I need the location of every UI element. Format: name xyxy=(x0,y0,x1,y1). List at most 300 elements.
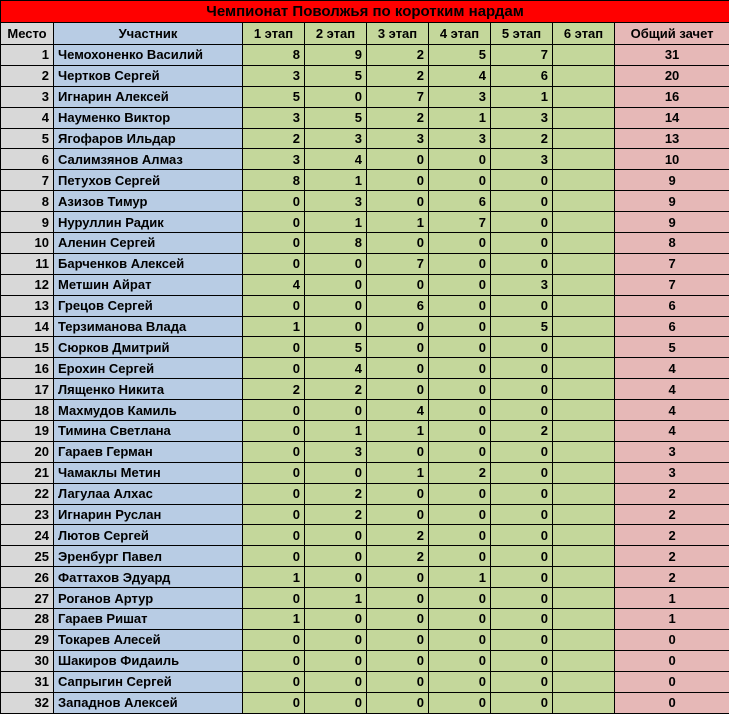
cell-stage-3: 1 xyxy=(367,212,429,233)
cell-participant: Гараев Ришат xyxy=(54,609,243,630)
cell-stage-4: 0 xyxy=(429,629,491,650)
cell-stage-4: 0 xyxy=(429,274,491,295)
cell-total: 5 xyxy=(615,337,729,358)
cell-stage-2: 0 xyxy=(305,86,367,107)
cell-stage-2: 9 xyxy=(305,45,367,66)
cell-stage-2: 8 xyxy=(305,233,367,254)
table-row xyxy=(1,337,729,358)
cell-stage-5: 0 xyxy=(491,546,553,567)
cell-stage-6 xyxy=(553,441,615,462)
table-row xyxy=(1,45,729,66)
cell-participant: Чертков Сергей xyxy=(54,65,243,86)
cell-stage-4: 0 xyxy=(429,400,491,421)
table-row xyxy=(1,316,729,337)
cell-place: 9 xyxy=(1,212,54,233)
cell-place: 29 xyxy=(1,629,54,650)
cell-participant: Лютов Сергей xyxy=(54,525,243,546)
cell-stage-1: 0 xyxy=(243,546,305,567)
cell-stage-5: 0 xyxy=(491,525,553,546)
table-row xyxy=(1,212,729,233)
cell-stage-2: 4 xyxy=(305,149,367,170)
header-stage-4: 4 этап xyxy=(429,23,491,45)
cell-stage-3: 0 xyxy=(367,650,429,671)
table-title: Чемпионат Поволжья по коротким нардам xyxy=(1,1,729,23)
cell-stage-6 xyxy=(553,525,615,546)
cell-stage-2: 2 xyxy=(305,504,367,525)
cell-participant: Метшин Айрат xyxy=(54,274,243,295)
cell-place: 10 xyxy=(1,233,54,254)
cell-stage-5: 3 xyxy=(491,107,553,128)
cell-stage-6 xyxy=(553,212,615,233)
cell-stage-5: 0 xyxy=(491,650,553,671)
cell-stage-4: 5 xyxy=(429,45,491,66)
cell-stage-5: 3 xyxy=(491,274,553,295)
cell-stage-2: 0 xyxy=(305,400,367,421)
cell-total: 16 xyxy=(615,86,729,107)
cell-place: 4 xyxy=(1,107,54,128)
header-stage-5: 5 этап xyxy=(491,23,553,45)
cell-stage-1: 0 xyxy=(243,400,305,421)
cell-stage-6 xyxy=(553,609,615,630)
table-row xyxy=(1,295,729,316)
table-row xyxy=(1,253,729,274)
cell-stage-5: 5 xyxy=(491,316,553,337)
cell-total: 6 xyxy=(615,316,729,337)
table-row xyxy=(1,629,729,650)
cell-stage-1: 8 xyxy=(243,45,305,66)
cell-stage-2: 0 xyxy=(305,671,367,692)
table-row xyxy=(1,128,729,149)
cell-stage-4: 0 xyxy=(429,546,491,567)
cell-total: 4 xyxy=(615,421,729,442)
cell-participant: Токарев Алесей xyxy=(54,629,243,650)
cell-stage-3: 0 xyxy=(367,692,429,713)
cell-total: 0 xyxy=(615,692,729,713)
cell-stage-3: 2 xyxy=(367,107,429,128)
cell-stage-4: 0 xyxy=(429,379,491,400)
cell-stage-2: 0 xyxy=(305,609,367,630)
cell-stage-1: 0 xyxy=(243,441,305,462)
cell-stage-1: 0 xyxy=(243,421,305,442)
cell-stage-1: 0 xyxy=(243,504,305,525)
cell-stage-3: 0 xyxy=(367,191,429,212)
cell-place: 12 xyxy=(1,274,54,295)
cell-stage-1: 0 xyxy=(243,483,305,504)
cell-participant: Лященко Никита xyxy=(54,379,243,400)
cell-stage-4: 7 xyxy=(429,212,491,233)
cell-stage-4: 0 xyxy=(429,337,491,358)
cell-stage-1: 3 xyxy=(243,65,305,86)
cell-stage-1: 3 xyxy=(243,149,305,170)
cell-stage-4: 0 xyxy=(429,233,491,254)
cell-participant: Азизов Тимур xyxy=(54,191,243,212)
cell-stage-1: 0 xyxy=(243,525,305,546)
cell-stage-2: 0 xyxy=(305,525,367,546)
cell-stage-2: 1 xyxy=(305,588,367,609)
header-stage-2: 2 этап xyxy=(305,23,367,45)
cell-stage-3: 7 xyxy=(367,86,429,107)
cell-stage-4: 1 xyxy=(429,107,491,128)
cell-stage-5: 0 xyxy=(491,588,553,609)
cell-total: 4 xyxy=(615,358,729,379)
cell-stage-6 xyxy=(553,379,615,400)
cell-stage-6 xyxy=(553,400,615,421)
cell-stage-3: 2 xyxy=(367,65,429,86)
cell-total: 0 xyxy=(615,629,729,650)
cell-stage-4: 0 xyxy=(429,316,491,337)
cell-participant: Чемохоненко Василий xyxy=(54,45,243,66)
cell-stage-1: 2 xyxy=(243,379,305,400)
cell-place: 16 xyxy=(1,358,54,379)
title-row xyxy=(1,1,729,23)
cell-stage-6 xyxy=(553,45,615,66)
cell-participant: Нуруллин Радик xyxy=(54,212,243,233)
cell-stage-1: 0 xyxy=(243,650,305,671)
header-stage-1: 1 этап xyxy=(243,23,305,45)
cell-stage-5: 3 xyxy=(491,149,553,170)
cell-total: 31 xyxy=(615,45,729,66)
cell-stage-5: 2 xyxy=(491,128,553,149)
cell-total: 2 xyxy=(615,504,729,525)
cell-stage-3: 2 xyxy=(367,525,429,546)
cell-stage-4: 0 xyxy=(429,295,491,316)
cell-stage-3: 0 xyxy=(367,567,429,588)
cell-participant: Шакиров Фидаиль xyxy=(54,650,243,671)
cell-place: 22 xyxy=(1,483,54,504)
cell-stage-6 xyxy=(553,86,615,107)
cell-stage-6 xyxy=(553,629,615,650)
cell-place: 26 xyxy=(1,567,54,588)
cell-stage-6 xyxy=(553,504,615,525)
cell-stage-6 xyxy=(553,170,615,191)
cell-stage-6 xyxy=(553,107,615,128)
cell-total: 4 xyxy=(615,400,729,421)
cell-stage-4: 0 xyxy=(429,588,491,609)
cell-stage-2: 3 xyxy=(305,191,367,212)
cell-stage-2: 0 xyxy=(305,295,367,316)
cell-stage-2: 5 xyxy=(305,107,367,128)
cell-stage-3: 0 xyxy=(367,337,429,358)
cell-stage-4: 3 xyxy=(429,86,491,107)
cell-stage-1: 2 xyxy=(243,128,305,149)
cell-stage-2: 0 xyxy=(305,692,367,713)
cell-stage-5: 0 xyxy=(491,629,553,650)
table-row xyxy=(1,483,729,504)
cell-stage-3: 0 xyxy=(367,504,429,525)
cell-participant: Ягофаров Ильдар xyxy=(54,128,243,149)
cell-stage-3: 0 xyxy=(367,170,429,191)
cell-place: 8 xyxy=(1,191,54,212)
cell-place: 15 xyxy=(1,337,54,358)
cell-stage-3: 6 xyxy=(367,295,429,316)
cell-stage-5: 0 xyxy=(491,567,553,588)
cell-place: 1 xyxy=(1,45,54,66)
cell-total: 0 xyxy=(615,650,729,671)
cell-place: 31 xyxy=(1,671,54,692)
cell-stage-4: 6 xyxy=(429,191,491,212)
cell-place: 7 xyxy=(1,170,54,191)
cell-stage-6 xyxy=(553,462,615,483)
cell-stage-1: 0 xyxy=(243,337,305,358)
cell-stage-6 xyxy=(553,421,615,442)
cell-stage-3: 0 xyxy=(367,274,429,295)
cell-stage-3: 0 xyxy=(367,441,429,462)
cell-stage-5: 2 xyxy=(491,421,553,442)
cell-stage-1: 0 xyxy=(243,212,305,233)
cell-stage-2: 1 xyxy=(305,421,367,442)
cell-stage-1: 4 xyxy=(243,274,305,295)
table-row xyxy=(1,525,729,546)
cell-stage-6 xyxy=(553,274,615,295)
cell-total: 1 xyxy=(615,588,729,609)
cell-stage-4: 0 xyxy=(429,441,491,462)
cell-stage-2: 0 xyxy=(305,650,367,671)
cell-stage-4: 0 xyxy=(429,650,491,671)
cell-stage-4: 4 xyxy=(429,65,491,86)
cell-place: 6 xyxy=(1,149,54,170)
cell-stage-2: 1 xyxy=(305,170,367,191)
cell-stage-5: 0 xyxy=(491,462,553,483)
cell-stage-2: 2 xyxy=(305,379,367,400)
cell-stage-5: 6 xyxy=(491,65,553,86)
cell-stage-3: 0 xyxy=(367,671,429,692)
cell-stage-2: 0 xyxy=(305,546,367,567)
table-row xyxy=(1,400,729,421)
cell-stage-6 xyxy=(553,316,615,337)
cell-stage-2: 0 xyxy=(305,274,367,295)
table-row xyxy=(1,191,729,212)
cell-participant: Роганов Артур xyxy=(54,588,243,609)
cell-participant: Сюрков Дмитрий xyxy=(54,337,243,358)
cell-place: 18 xyxy=(1,400,54,421)
cell-stage-3: 0 xyxy=(367,316,429,337)
cell-stage-2: 4 xyxy=(305,358,367,379)
cell-participant: Барченков Алексей xyxy=(54,253,243,274)
table-row xyxy=(1,567,729,588)
table-row xyxy=(1,86,729,107)
cell-total: 9 xyxy=(615,170,729,191)
cell-stage-4: 0 xyxy=(429,692,491,713)
cell-participant: Салимзянов Алмаз xyxy=(54,149,243,170)
cell-total: 2 xyxy=(615,483,729,504)
cell-stage-5: 0 xyxy=(491,609,553,630)
cell-total: 13 xyxy=(615,128,729,149)
cell-stage-4: 1 xyxy=(429,567,491,588)
cell-stage-2: 5 xyxy=(305,65,367,86)
cell-place: 14 xyxy=(1,316,54,337)
cell-stage-5: 0 xyxy=(491,441,553,462)
cell-stage-6 xyxy=(553,65,615,86)
cell-stage-6 xyxy=(553,233,615,254)
header-participant: Участник xyxy=(54,23,243,45)
cell-total: 10 xyxy=(615,149,729,170)
cell-participant: Фаттахов Эдуард xyxy=(54,567,243,588)
header-place: Место xyxy=(1,23,54,45)
cell-stage-1: 0 xyxy=(243,692,305,713)
cell-stage-6 xyxy=(553,692,615,713)
cell-participant: Игнарин Руслан xyxy=(54,504,243,525)
cell-stage-3: 0 xyxy=(367,588,429,609)
cell-stage-3: 4 xyxy=(367,400,429,421)
cell-total: 3 xyxy=(615,441,729,462)
cell-stage-6 xyxy=(553,588,615,609)
cell-total: 14 xyxy=(615,107,729,128)
cell-stage-3: 0 xyxy=(367,483,429,504)
cell-stage-5: 0 xyxy=(491,504,553,525)
cell-stage-3: 7 xyxy=(367,253,429,274)
cell-stage-5: 0 xyxy=(491,400,553,421)
table-row xyxy=(1,421,729,442)
cell-stage-4: 0 xyxy=(429,253,491,274)
cell-stage-6 xyxy=(553,546,615,567)
cell-stage-6 xyxy=(553,295,615,316)
cell-stage-4: 0 xyxy=(429,483,491,504)
header-total: Общий зачет xyxy=(615,23,729,45)
cell-stage-2: 3 xyxy=(305,128,367,149)
cell-stage-3: 0 xyxy=(367,609,429,630)
cell-stage-3: 0 xyxy=(367,358,429,379)
table-row xyxy=(1,358,729,379)
cell-participant: Терзиманова Влада xyxy=(54,316,243,337)
cell-stage-6 xyxy=(553,149,615,170)
cell-stage-3: 2 xyxy=(367,45,429,66)
cell-stage-1: 0 xyxy=(243,191,305,212)
cell-stage-6 xyxy=(553,128,615,149)
table-row xyxy=(1,233,729,254)
cell-stage-2: 3 xyxy=(305,441,367,462)
cell-stage-1: 0 xyxy=(243,295,305,316)
table-row xyxy=(1,379,729,400)
cell-place: 23 xyxy=(1,504,54,525)
table-row xyxy=(1,609,729,630)
cell-place: 20 xyxy=(1,441,54,462)
cell-stage-1: 1 xyxy=(243,316,305,337)
cell-stage-1: 0 xyxy=(243,588,305,609)
cell-stage-6 xyxy=(553,358,615,379)
header-stage-6: 6 этап xyxy=(553,23,615,45)
cell-stage-5: 7 xyxy=(491,45,553,66)
cell-place: 17 xyxy=(1,379,54,400)
table-row xyxy=(1,65,729,86)
cell-place: 30 xyxy=(1,650,54,671)
table-row xyxy=(1,588,729,609)
cell-participant: Гараев Герман xyxy=(54,441,243,462)
cell-total: 1 xyxy=(615,609,729,630)
cell-total: 2 xyxy=(615,546,729,567)
table-row xyxy=(1,504,729,525)
cell-stage-1: 0 xyxy=(243,233,305,254)
cell-participant: Грецов Сергей xyxy=(54,295,243,316)
cell-total: 7 xyxy=(615,274,729,295)
cell-stage-4: 0 xyxy=(429,609,491,630)
cell-stage-3: 2 xyxy=(367,546,429,567)
cell-total: 3 xyxy=(615,462,729,483)
cell-stage-5: 0 xyxy=(491,253,553,274)
cell-stage-5: 0 xyxy=(491,212,553,233)
cell-total: 7 xyxy=(615,253,729,274)
cell-stage-1: 0 xyxy=(243,629,305,650)
cell-stage-4: 0 xyxy=(429,358,491,379)
cell-stage-1: 0 xyxy=(243,671,305,692)
cell-place: 24 xyxy=(1,525,54,546)
cell-stage-1: 1 xyxy=(243,567,305,588)
cell-stage-5: 0 xyxy=(491,295,553,316)
table-row xyxy=(1,274,729,295)
cell-stage-2: 5 xyxy=(305,337,367,358)
cell-total: 4 xyxy=(615,379,729,400)
cell-stage-5: 0 xyxy=(491,671,553,692)
cell-total: 0 xyxy=(615,671,729,692)
cell-participant: Ерохин Сергей xyxy=(54,358,243,379)
cell-stage-3: 1 xyxy=(367,462,429,483)
cell-stage-6 xyxy=(553,253,615,274)
cell-total: 20 xyxy=(615,65,729,86)
cell-stage-2: 0 xyxy=(305,462,367,483)
cell-place: 28 xyxy=(1,609,54,630)
cell-place: 13 xyxy=(1,295,54,316)
cell-total: 2 xyxy=(615,525,729,546)
cell-stage-4: 0 xyxy=(429,149,491,170)
cell-stage-6 xyxy=(553,191,615,212)
cell-stage-1: 3 xyxy=(243,107,305,128)
cell-stage-5: 0 xyxy=(491,233,553,254)
cell-participant: Игнарин Алексей xyxy=(54,86,243,107)
cell-participant: Западнов Алексей xyxy=(54,692,243,713)
table-row xyxy=(1,692,729,713)
cell-stage-4: 2 xyxy=(429,462,491,483)
cell-stage-1: 0 xyxy=(243,462,305,483)
cell-stage-1: 0 xyxy=(243,253,305,274)
cell-participant: Махмудов Камиль xyxy=(54,400,243,421)
cell-place: 25 xyxy=(1,546,54,567)
table-row xyxy=(1,441,729,462)
cell-stage-6 xyxy=(553,483,615,504)
cell-stage-6 xyxy=(553,567,615,588)
cell-participant: Эренбург Павел xyxy=(54,546,243,567)
cell-total: 8 xyxy=(615,233,729,254)
cell-total: 6 xyxy=(615,295,729,316)
cell-stage-6 xyxy=(553,650,615,671)
table-row xyxy=(1,149,729,170)
cell-total: 2 xyxy=(615,567,729,588)
cell-stage-3: 0 xyxy=(367,629,429,650)
cell-stage-2: 1 xyxy=(305,212,367,233)
cell-stage-3: 0 xyxy=(367,233,429,254)
cell-participant: Аленин Сергей xyxy=(54,233,243,254)
cell-place: 19 xyxy=(1,421,54,442)
header-row xyxy=(1,23,729,45)
cell-place: 5 xyxy=(1,128,54,149)
cell-stage-6 xyxy=(553,337,615,358)
cell-stage-5: 0 xyxy=(491,191,553,212)
cell-stage-5: 0 xyxy=(491,337,553,358)
cell-stage-3: 3 xyxy=(367,128,429,149)
cell-place: 32 xyxy=(1,692,54,713)
cell-place: 3 xyxy=(1,86,54,107)
table-row xyxy=(1,650,729,671)
cell-stage-4: 0 xyxy=(429,421,491,442)
cell-stage-5: 0 xyxy=(491,692,553,713)
table-row xyxy=(1,170,729,191)
cell-stage-4: 0 xyxy=(429,170,491,191)
cell-stage-2: 0 xyxy=(305,629,367,650)
cell-stage-3: 0 xyxy=(367,149,429,170)
cell-total: 9 xyxy=(615,212,729,233)
cell-stage-2: 0 xyxy=(305,567,367,588)
cell-stage-5: 0 xyxy=(491,358,553,379)
cell-stage-4: 0 xyxy=(429,504,491,525)
cell-place: 2 xyxy=(1,65,54,86)
